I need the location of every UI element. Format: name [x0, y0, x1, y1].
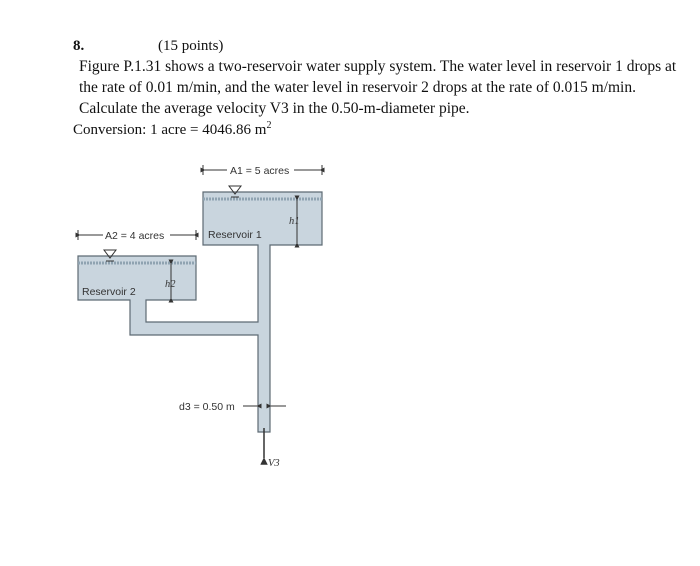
- conversion-text: Conversion: 1 acre = 4046.86 m: [73, 122, 267, 138]
- a1-label: A1 = 5 acres: [230, 165, 290, 177]
- reservoir2-label: Reservoir 2: [82, 286, 136, 298]
- problem-points: (15 points): [158, 38, 224, 54]
- v3-label: V3: [268, 458, 280, 469]
- h1-label: h1: [289, 216, 300, 227]
- problem-statement: Figure P.1.31 shows a two-reservoir water supply system. The water level in reservoir 1 drops at the rate of 0.01 m/min, and the water level in reservoir 2 drops at the rate of 0.015 m/min. Calculate the average velocity V3 in the 0.50-m-diameter pipe.: [79, 58, 677, 117]
- a2-label: A2 = 4 acres: [105, 230, 165, 242]
- water-body: [78, 192, 322, 432]
- reservoir1-label: Reservoir 1: [208, 229, 262, 241]
- h2-label: h2: [165, 279, 176, 290]
- problem-number: 8.: [73, 38, 85, 54]
- conversion-exponent: 2: [266, 120, 272, 131]
- d3-label: d3 = 0.50 m: [179, 401, 235, 413]
